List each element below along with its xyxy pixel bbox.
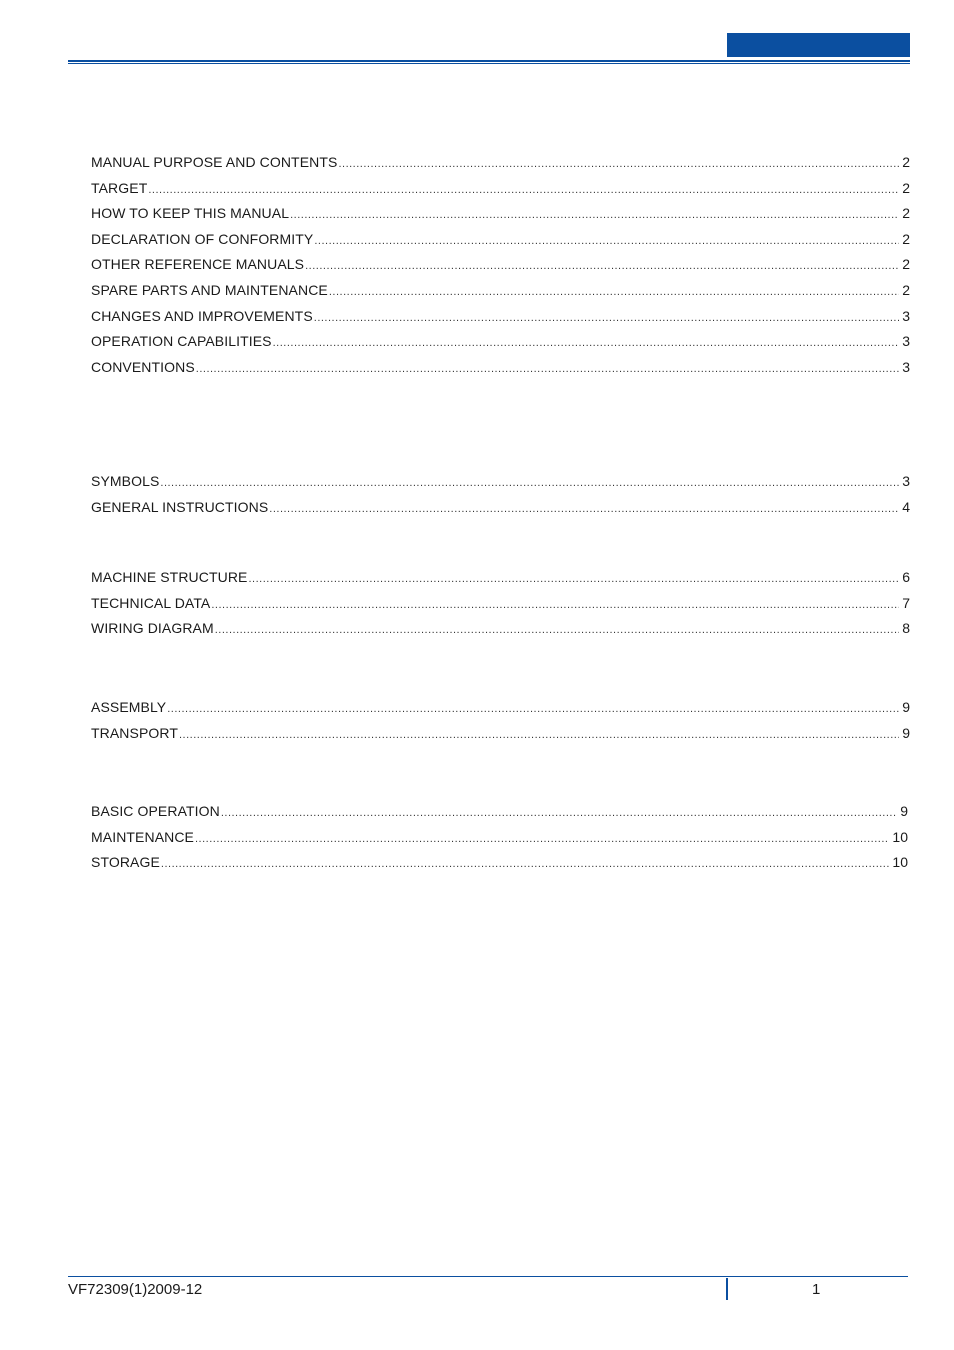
toc-entry[interactable] — [91, 278, 910, 304]
document-code: VF72309(1)2009-12 — [68, 1281, 203, 1298]
toc-leader — [221, 801, 897, 827]
toc-entry-page: 9 — [900, 803, 908, 819]
toc-entry[interactable] — [91, 591, 910, 617]
toc-entry-title: TRANSPORT — [91, 724, 178, 741]
toc-leader — [248, 567, 899, 593]
toc-leader — [161, 852, 890, 878]
toc-entry-page: 3 — [902, 333, 910, 350]
toc-entry[interactable] — [91, 695, 910, 721]
toc-group-machine — [91, 565, 910, 642]
toc-entry-title: TECHNICAL DATA — [91, 594, 211, 611]
toc-entry[interactable] — [91, 850, 908, 876]
toc-entry-title: HOW TO KEEP THIS MANUAL — [91, 205, 290, 222]
toc-entry[interactable] — [91, 721, 910, 747]
toc-group-operation — [91, 799, 908, 876]
toc-entry-page: 2 — [902, 256, 910, 273]
toc-entry[interactable] — [91, 201, 910, 227]
toc-entry-title: MACHINE STRUCTURE — [91, 569, 248, 585]
toc-entry-title: MANUAL PURPOSE AND CONTENTS — [91, 154, 338, 170]
toc-entry-title: SYMBOLS — [91, 473, 160, 489]
toc-leader — [338, 152, 899, 178]
toc-leader — [314, 306, 899, 332]
toc-entry-page: 3 — [902, 358, 910, 375]
toc-leader — [305, 254, 899, 280]
toc-entry-title: ASSEMBLY — [91, 699, 167, 715]
toc-leader — [314, 229, 899, 255]
page-number: 1 — [812, 1281, 821, 1298]
toc-leader — [148, 178, 899, 204]
toc-entry-page: 3 — [902, 307, 910, 324]
toc-entry-title: DECLARATION OF CONFORMITY — [91, 230, 314, 247]
toc-entry-page: 9 — [902, 699, 910, 715]
toc-entry-title: STORAGE — [91, 854, 160, 871]
footer-rule — [68, 1276, 908, 1277]
toc-entry-title: SPARE PARTS AND MAINTENANCE — [91, 281, 328, 298]
toc-entry-title: WIRING DIAGRAM — [91, 620, 214, 637]
toc-entry[interactable] — [91, 252, 910, 278]
toc-leader — [329, 280, 899, 306]
toc-entry-title: OTHER REFERENCE MANUALS — [91, 256, 305, 273]
toc-leader — [290, 203, 899, 229]
toc-leader — [179, 723, 899, 749]
toc-leader — [196, 357, 899, 383]
toc-entry-page: 7 — [902, 594, 910, 611]
toc-entry[interactable] — [91, 227, 910, 253]
header-rule-thin — [68, 63, 910, 64]
toc-entry[interactable] — [91, 355, 910, 381]
toc-entry-title: TARGET — [91, 179, 148, 196]
toc-leader — [211, 593, 899, 619]
toc-group-installation — [91, 695, 910, 746]
toc-leader — [273, 331, 900, 357]
toc-leader — [160, 471, 899, 497]
toc-leader — [269, 497, 899, 523]
toc-entry[interactable] — [91, 150, 910, 176]
toc-entry-page: 6 — [902, 569, 910, 585]
toc-entry[interactable] — [91, 469, 910, 495]
toc-entry[interactable] — [91, 825, 908, 851]
toc-entry-page: 2 — [902, 230, 910, 247]
footer-divider — [726, 1278, 728, 1300]
header-rule — [68, 60, 910, 62]
toc-entry-page: 2 — [902, 281, 910, 298]
toc-entry-page: 2 — [902, 154, 910, 170]
toc-entry-title: MAINTENANCE — [91, 828, 194, 845]
toc-entry[interactable] — [91, 799, 908, 825]
toc-entry[interactable] — [91, 565, 910, 591]
toc-entry-page: 3 — [902, 473, 910, 489]
toc-entry[interactable] — [91, 616, 910, 642]
toc-entry-title: CONVENTIONS — [91, 358, 195, 375]
toc-leader — [195, 827, 889, 853]
toc-leader — [167, 697, 899, 723]
toc-entry[interactable] — [91, 176, 910, 202]
toc-entry-page: 10 — [892, 854, 908, 871]
toc-entry-page: 9 — [902, 724, 910, 741]
toc-group-introduction — [91, 150, 910, 380]
toc-entry[interactable] — [91, 329, 910, 355]
toc-entry[interactable] — [91, 495, 910, 521]
toc-entry-page: 2 — [902, 205, 910, 222]
toc-entry[interactable] — [91, 304, 910, 330]
header-brand-block — [727, 33, 910, 57]
toc-entry-title: CHANGES AND IMPROVEMENTS — [91, 307, 313, 324]
toc-leader — [215, 618, 899, 644]
toc-entry-page: 4 — [902, 498, 910, 515]
toc-entry-title: GENERAL INSTRUCTIONS — [91, 498, 269, 515]
toc-entry-page: 8 — [902, 620, 910, 637]
toc-entry-page: 2 — [902, 179, 910, 196]
toc-group-safety — [91, 469, 910, 520]
toc-entry-title: BASIC OPERATION — [91, 803, 220, 819]
toc-entry-page: 10 — [892, 828, 908, 845]
toc-entry-title: OPERATION CAPABILITIES — [91, 333, 272, 350]
